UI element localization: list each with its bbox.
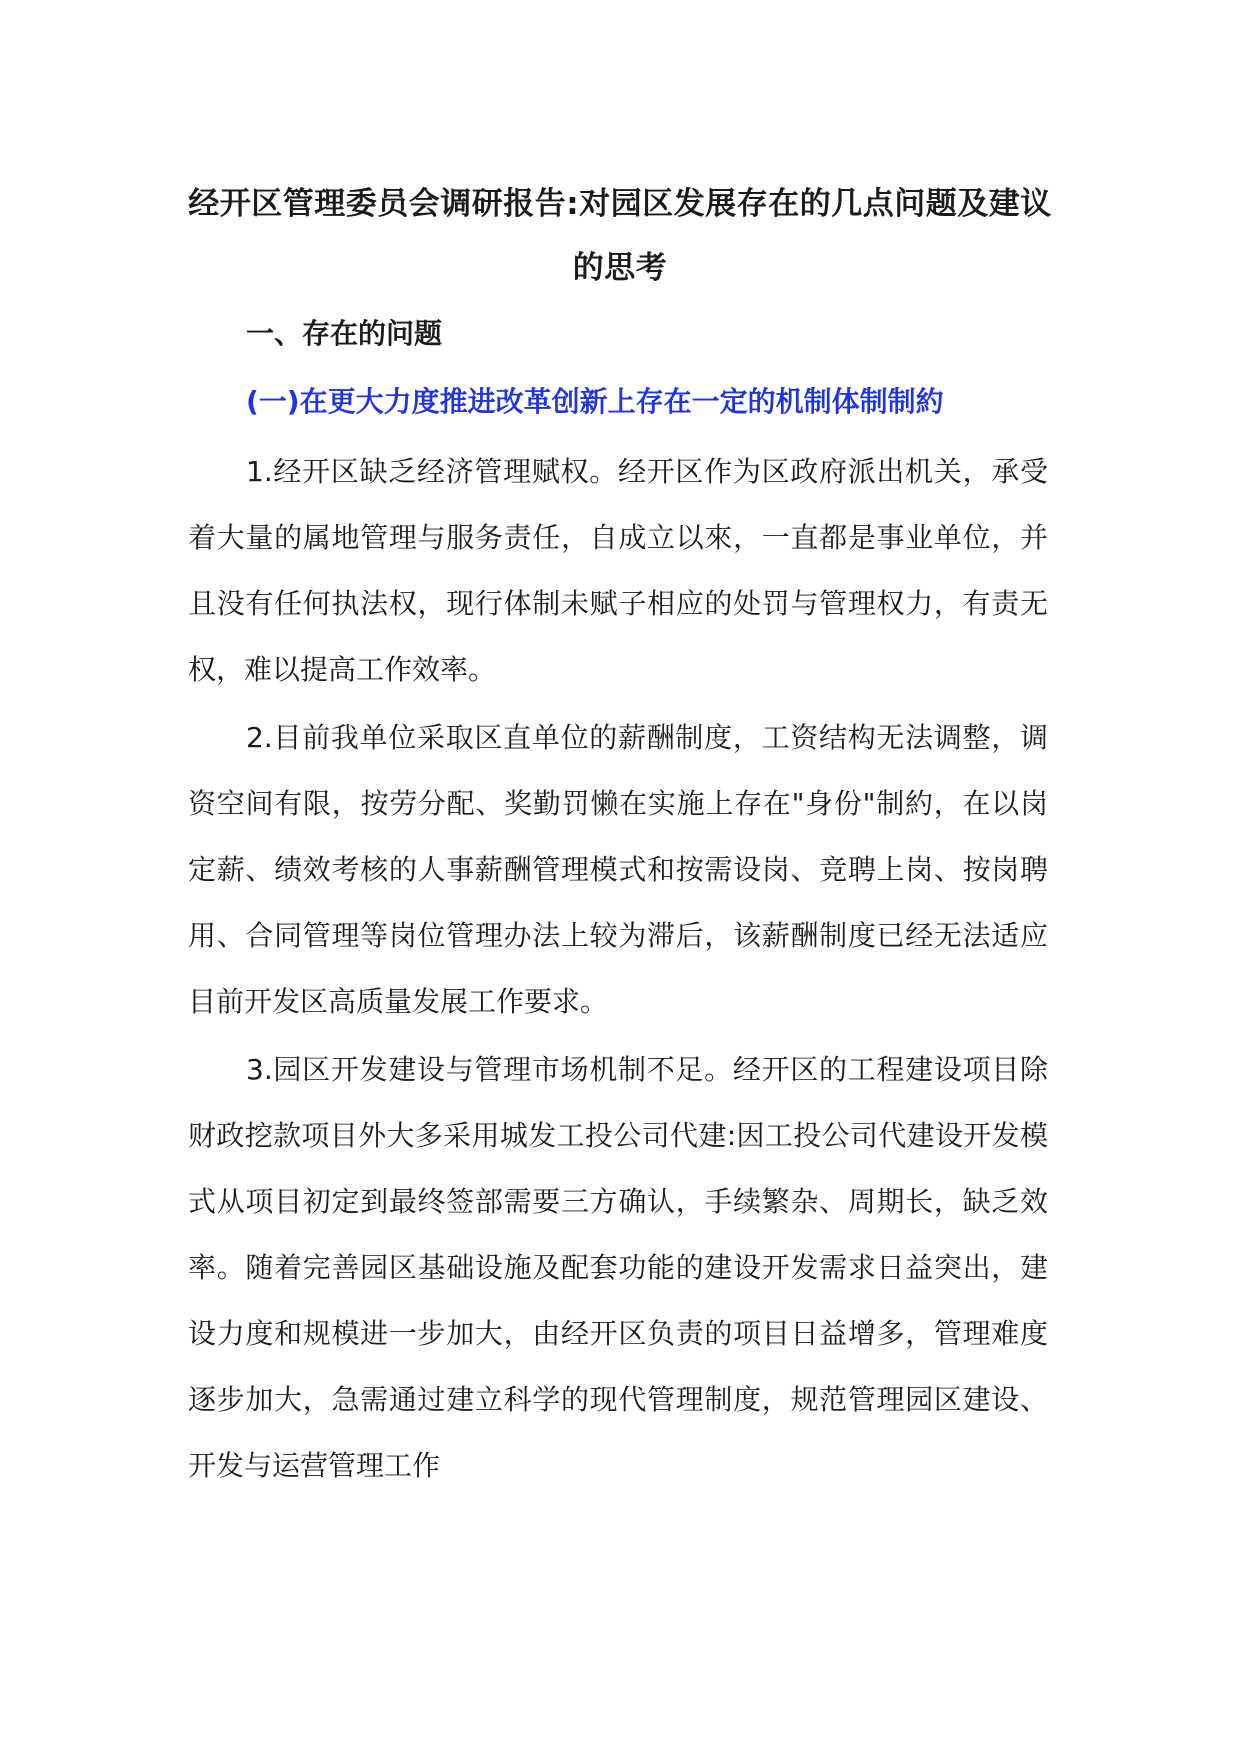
paragraph-2: 2.目前我单位采取区直单位的薪酬制度，工资结构无法调整，调资空间有限，按劳分配、奖勤罚懒在实施上存在"身份"制約，在以岗定薪、绩效考核的人事薪酬管理模式和按需设岗、竞聘上岗、按岗聘用、合同管理等岗位管理办法上较为滞后，该薪酬制度已经无法适应目前开发区高质量发展工作要求。 [188,721,1048,1018]
section-heading: 一、存在的问题 [246,317,443,350]
paragraph-3: 3.园区开发建设与管理市场机制不足。经开区的工程建设项目除财政挖款项目外大多采用城发工投公司代建:因工投公司代建设开发模式从项目初定到最终签部需要三方确认，手续繁杂、周期长，缺乏效率。随着完善园区基础设施及配套功能的建设开发需求日益突出，建设力度和规模进一步加大，由经开区负责的项目日益增多，管理难度逐步加大，急需通过建立科学的现代管理制度，规范管理园区建设、开发与运营管理工作 [188,1053,1048,1482]
paragraph-1: 1.经开区缺乏经济管理赋权。经开区作为区政府派出机关，承受着大量的属地管理与服务责任，自成立以來，一直都是事业单位，并且没有任何执法权，现行体制未赋子相应的处罚与管理权力，有责无权，难以提高工作效率。 [188,455,1048,686]
document-title: 经开区管理委员会调研报告:对园区发展存在的几点问题及建议的思考 [188,186,1052,286]
subsection-heading: (一)在更大力度推进改革创新上存在一定的机制体制制約 [246,385,944,418]
